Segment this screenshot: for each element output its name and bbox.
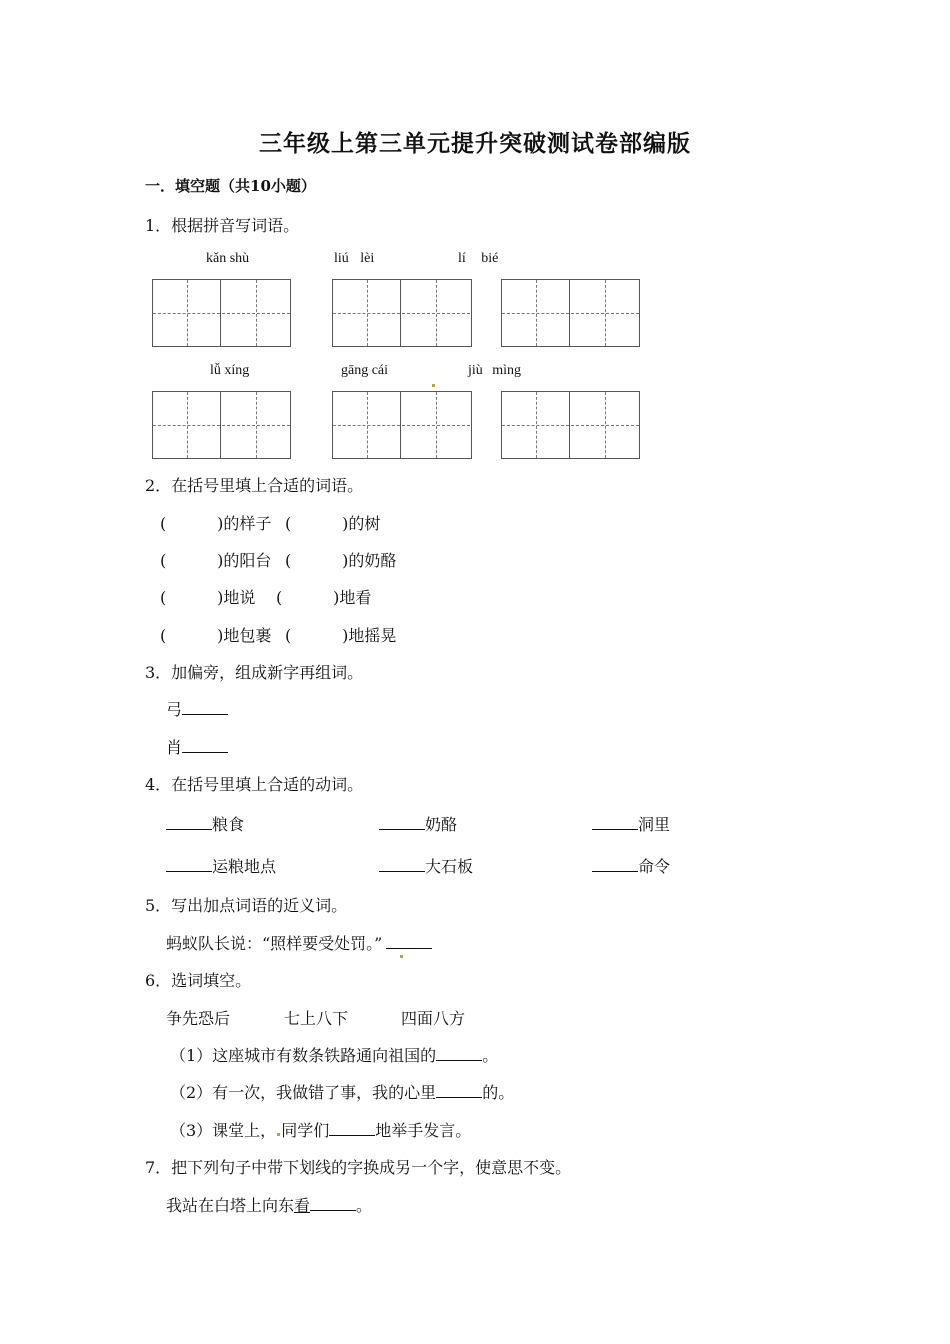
answer-blank[interactable] xyxy=(379,815,425,830)
writing-grid[interactable] xyxy=(332,279,472,347)
writing-grid[interactable] xyxy=(501,279,640,347)
answer-blank[interactable] xyxy=(329,1121,375,1136)
radical-item xyxy=(166,735,228,758)
replace-sentence xyxy=(166,1193,372,1216)
sentence-text: （3）课堂上， xyxy=(170,1121,277,1140)
word-choice: 四面八方 xyxy=(401,1009,466,1028)
verb-object: 命令 xyxy=(638,857,671,876)
question-4-prompt: 4．在括号里填上合适的动词。 xyxy=(145,775,364,794)
sentence-3 xyxy=(170,1118,471,1141)
verb-object: 洞里 xyxy=(638,815,671,834)
emphasis-dot xyxy=(399,943,404,962)
answer-blank[interactable] xyxy=(166,857,212,872)
pinyin-label: kǎn shù xyxy=(206,251,250,266)
answer-blank[interactable] xyxy=(379,857,425,872)
pinyin-label: gāng cái xyxy=(341,363,389,378)
page-title: 三年级上第三单元提升突破测试卷部编版 xyxy=(259,130,691,157)
question-5-prompt: 5．写出加点词语的近义词。 xyxy=(145,896,348,915)
quote-sentence: 蚂蚁队长说：“照样要受处罚。” xyxy=(166,934,383,953)
pinyin-label: liú lèi xyxy=(334,251,375,266)
answer-blank[interactable] xyxy=(310,1196,356,1211)
writing-grid[interactable] xyxy=(152,279,291,347)
sentence-text: 同学们 xyxy=(281,1121,330,1140)
radical-char: 弓 xyxy=(166,700,183,719)
verb-object: 运粮地点 xyxy=(212,857,277,876)
fill-item: ( )的奶酪 xyxy=(285,551,397,570)
fill-item: ( )地看 xyxy=(276,588,372,607)
answer-blank[interactable] xyxy=(182,738,228,753)
word-choice: 七上八下 xyxy=(284,1009,349,1028)
answer-blank[interactable] xyxy=(182,700,228,715)
answer-blank[interactable] xyxy=(436,1046,482,1061)
verb-item xyxy=(592,812,670,835)
question-3-prompt: 3．加偏旁，组成新字再组词。 xyxy=(145,663,364,682)
fill-item: ( )地包裹 xyxy=(160,626,272,645)
sentence-text: 我站在白塔上向东 xyxy=(166,1196,295,1215)
answer-blank[interactable] xyxy=(166,815,212,830)
underlined-char: 看 xyxy=(294,1196,311,1215)
radical-item xyxy=(166,697,228,720)
answer-blank[interactable] xyxy=(592,857,638,872)
radical-char: 肖 xyxy=(166,738,183,757)
question-2-prompt: 2．在括号里填上合适的词语。 xyxy=(145,476,364,495)
fill-item: ( )的样子 xyxy=(160,514,272,533)
verb-object: 大石板 xyxy=(425,857,474,876)
question-6-prompt: 6．选词填空。 xyxy=(145,971,252,990)
verb-item xyxy=(592,854,670,877)
question-1-prompt: 1．根据拼音写词语。 xyxy=(145,216,300,235)
sentence-2 xyxy=(170,1080,514,1103)
answer-blank[interactable] xyxy=(386,934,432,949)
sentence-text: 。 xyxy=(482,1046,499,1065)
word-choice: 争先恐后 xyxy=(166,1009,231,1028)
verb-item xyxy=(166,812,244,835)
pinyin-label: lí bié xyxy=(458,251,499,266)
sentence-text: 地举手发言。 xyxy=(375,1121,472,1140)
answer-blank[interactable] xyxy=(436,1083,482,1098)
pinyin-label: jiù mìng xyxy=(468,363,522,378)
fill-item: ( )的阳台 xyxy=(160,551,272,570)
verb-item xyxy=(166,854,276,877)
sentence-text: （2）有一次，我做错了事，我的心里 xyxy=(170,1083,437,1102)
sentence-text: 的。 xyxy=(482,1083,515,1102)
verb-item xyxy=(379,812,457,835)
emphasis-dot xyxy=(277,1133,280,1136)
answer-blank[interactable] xyxy=(592,815,638,830)
sentence-text: 。 xyxy=(356,1196,373,1215)
writing-grid[interactable] xyxy=(501,391,640,459)
writing-grid[interactable] xyxy=(332,391,472,459)
verb-object: 粮食 xyxy=(212,815,245,834)
verb-item xyxy=(379,854,473,877)
pinyin-label: lǚ xíng xyxy=(210,363,250,378)
fill-item: ( )地摇晃 xyxy=(285,626,397,645)
verb-object: 奶酪 xyxy=(425,815,458,834)
section-heading: 一．填空题（共10小题） xyxy=(145,177,316,195)
emphasis-dot xyxy=(431,372,436,391)
fill-item: ( )的树 xyxy=(285,514,381,533)
writing-grid[interactable] xyxy=(152,391,291,459)
question-7-prompt: 7．把下列句子中带下划线的字换成另一个字，使意思不变。 xyxy=(145,1158,572,1177)
synonym-item xyxy=(166,931,432,954)
sentence-text: （1）这座城市有数条铁路通向祖国的 xyxy=(170,1046,437,1065)
sentence-1 xyxy=(170,1043,498,1066)
fill-item: ( )地说 xyxy=(160,588,256,607)
